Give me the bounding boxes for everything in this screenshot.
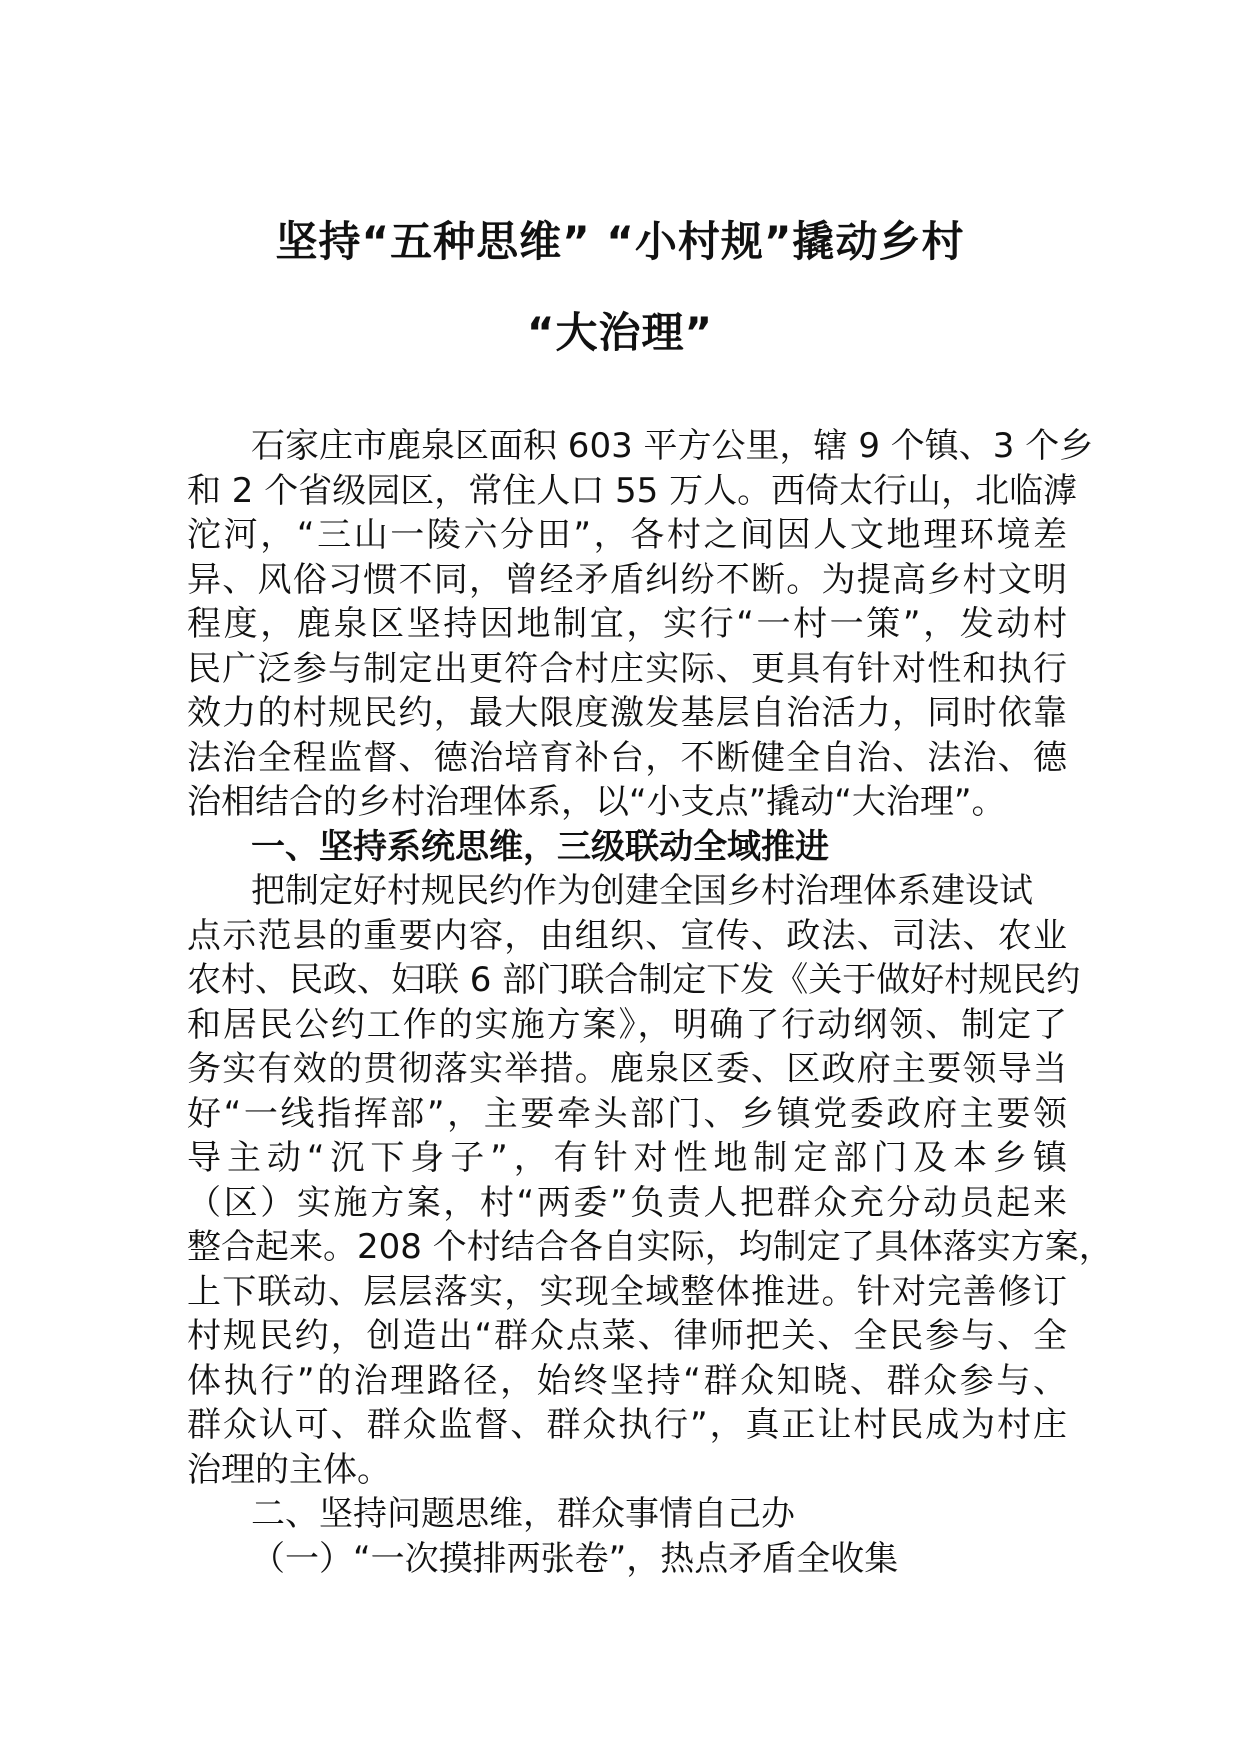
- document-title-line-2: “大治理”: [526, 308, 714, 357]
- body-line: 民广泛参与制定出更符合村庄实际、更具有针对性和执行: [187, 648, 1067, 689]
- document-body: [187, 424, 1113, 1581]
- body-line: 程度，鹿泉区坚持因地制宜，实行“一村一策”，发动村: [187, 604, 1067, 644]
- body-line: 法治全程监督、德治培育补台，不断健全自治、法治、德: [187, 737, 1067, 778]
- body-line: 效力的村规民约，最大限度激发基层自治活力，同时依靠: [187, 693, 1067, 733]
- body-line: 治理的主体。: [187, 1449, 391, 1490]
- body-line: 和居民公约工作的实施方案》，明确了行动纲领、制定了: [187, 1004, 1067, 1045]
- body-line: 农村、民政、妇联 6 部门联合制定下发《关于做好村规民约: [187, 960, 1081, 1000]
- document-title-line-1: 坚持“五种思维” “小村规”撬动乡村: [275, 217, 965, 266]
- body-line: （区）实施方案，村“两委”负责人把群众充分动员起来: [187, 1182, 1067, 1223]
- body-line: 石家庄市鹿泉区面积 603 平方公里，辖 9 个镇、3 个乡: [251, 426, 1094, 466]
- body-line: 整合起来。208 个村结合各自实际，均制定了具体落实方案，: [187, 1227, 1113, 1267]
- body-line: 好“一线指挥部”，主要牵头部门、乡镇党委政府主要领: [187, 1093, 1067, 1134]
- body-line: 导主动“沉下身子”，有针对性地制定部门及本乡镇: [187, 1138, 1067, 1178]
- body-line: 村规民约，创造出“群众点菜、律师把关、全民参与、全: [187, 1316, 1067, 1356]
- body-line: 把制定好村规民约作为创建全国乡村治理体系建设试: [251, 871, 1033, 911]
- subsection-heading-1: （一）“一次摸排两张卷”，热点矛盾全收集: [251, 1538, 899, 1579]
- body-line: 点示范县的重要内容，由组织、宣传、政法、司法、农业: [187, 915, 1067, 956]
- body-line: 异、风俗习惯不同，曾经矛盾纠纷不断。为提高乡村文明: [187, 559, 1067, 600]
- section-heading-2: 二、坚持问题思维，群众事情自己办: [251, 1494, 795, 1534]
- body-line: 治相结合的乡村治理体系，以“小支点”撬动“大治理”。: [187, 782, 1006, 822]
- body-line: 上下联动、层层落实，实现全域整体推进。针对完善修订: [187, 1271, 1067, 1312]
- section-heading-1: 一、坚持系统思维，三级联动全域推进: [251, 826, 829, 867]
- body-line: 群众认可、群众监督、群众执行”，真正让村民成为村庄: [187, 1405, 1067, 1445]
- body-line: 务实有效的贯彻落实举措。鹿泉区委、区政府主要领导当: [187, 1049, 1067, 1089]
- body-line: 体执行”的治理路径，始终坚持“群众知晓、群众参与、: [187, 1360, 1067, 1401]
- body-line: 和 2 个省级园区，常住人口 55 万人。西倚太行山，北临滹: [187, 470, 1078, 511]
- body-line: 沱河，“三山一陵六分田”，各村之间因人文地理环境差: [187, 515, 1067, 555]
